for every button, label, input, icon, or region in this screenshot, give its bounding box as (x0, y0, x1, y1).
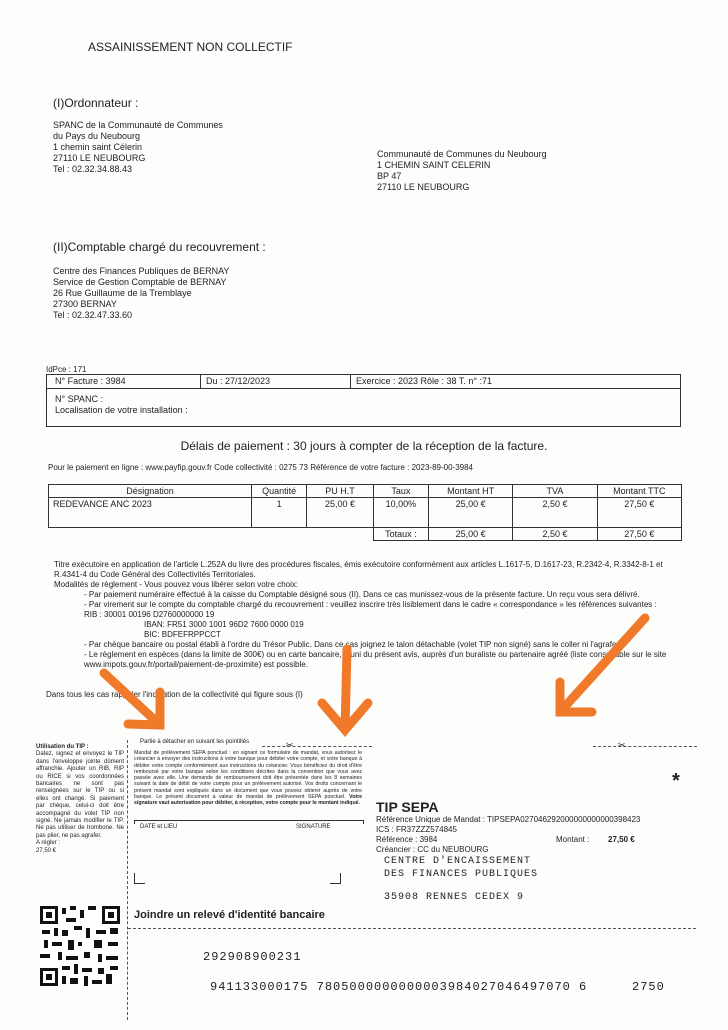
arrow-middle (322, 649, 368, 730)
comptable-heading: (II)Comptable chargé du recouvrement : (53, 240, 266, 254)
scissors-icon: ✂ (286, 740, 294, 750)
montant-value: 27,50 € (608, 835, 635, 844)
join-rib-instruction: Joindre un relevé d'identité bancaire (134, 909, 325, 921)
table-header-row: Désignation Quantité PU H.T Taux Montant HT TVA Montant TTC (49, 485, 682, 498)
arrow-right (560, 618, 645, 712)
arrow-left (104, 673, 160, 725)
tip-usage: Utilisation du TIP : Datez, signez et envoyez le TIP dans l'enveloppe jointe dûment affranchie. Ajouter un RIB, RIP ou RICE si vos coordonnées bancaires ne sont pas renseignées sur le TIP ou si elles ont changé. Si paiement par chèque, celui-ci doit être accompagné du volet TIP non signé. Ne jamais modifier le TIP. Ne pas utiliser de trombone. Ne pas plier, ne pas agrafer. A régler : 27,50 € (36, 744, 124, 854)
scissors-icon: ✂ (618, 740, 626, 750)
detach-line-top (262, 746, 372, 747)
payment-center-address: CENTRE D'ENCAISSEMENT DES FINANCES PUBLIQUES 35908 RENNES CEDEX 9 (384, 856, 539, 903)
codeline-amount: 2750 (632, 980, 665, 994)
detach-line-vertical (127, 740, 129, 1020)
tip-sepa-details: Référence Unique de Mandat : TIPSEPA027046292000000000000398423 ICS : FR37ZZZ574845 Référence : 3984 Créancier : CC du NEUBOURG (376, 815, 641, 854)
codeline-2: 941133000175 7805000000000003984027046497070 6 (210, 980, 588, 994)
comptable-address: Centre des Finances Publiques de BERNAY Service de Gestion Comptable de BERNAY 26 Rue Guillaume de la Tremblaye 27300 BERNAY Tel : 02.32.47.33.60 (53, 266, 230, 320)
legal-text: Titre exécutoire en application de l'article L.252A du livre des procédures fiscales, émis exécutoire conformément aux articles L.1617-5, D.1617-23, R.2342-4, R.3342-8-1 et R.4341-4 du Code Général des Collectivités Territoriales. Modalités de règlement - Vous pouvez vous libérer selon votre choix: - Par paiement numéraire effectué à la caisse du Comptable désigné sous (II). Dans ce cas munissez-vous de la présente facture. Un reçu vous sera délivré. - Par virement sur le compte du comptable chargé du recouvrement : veuillez inscrire très lisiblement dans le cadre « correspondance » les références suivantes : RIB : 30001 00196 D2760000000 19 IBAN: FR51 3000 1001 96D2 7600 0000 019 BIC: BDFEFRPPCCT - Par chèque bancaire ou postal établi à l'ordre du Trésor Public. Dans ce cas joignez le talon détachable (volet TIP non signé) sans le coller ni l'agrafer. - Le règlement en espèces (dans la limite de 300€) ou en carte bancaire, muni du présent avis, auprès d'un buraliste ou partenaire agréé (liste consultable sur le site www.impots.gouv.fr/portail/paiement-de-proximite) est possible. (54, 560, 667, 669)
montant-label: Montant : (556, 835, 590, 844)
tip-sepa-title: TIP SEPA (376, 799, 439, 815)
ordonnateur-address: SPANC de la Communauté de Communes du Pays du Neubourg 1 chemin saint Célerin 27110 LE NEUBOURG Tel : 02.32.34.88.43 (53, 120, 223, 174)
corner-mark (134, 873, 145, 884)
star-mark: * (672, 770, 680, 792)
document-title: ASSAINISSEMENT NON COLLECTIF (88, 40, 293, 54)
corner-mark (330, 873, 341, 884)
detach-line-bottom (128, 928, 696, 929)
invoice-number: N° Facture : 3984 (55, 376, 126, 386)
invoice-date: Du : 27/12/2023 (206, 376, 271, 386)
recipient-address: Communauté de Communes du Neubourg 1 CHEMIN SAINT CELERIN BP 47 27110 LE NEUBOURG (377, 149, 547, 192)
payment-delay: Délais de paiement : 30 jours à compter de la réception de la facture. (180, 439, 548, 453)
table-row: REDEVANCE ANC 2023 1 25,00 € 10,00% 25,00 € 2,50 € 27,50 € (49, 498, 682, 528)
detach-instruction: Partie à détacher en suivant les pointillés (140, 739, 250, 745)
qr-code (40, 906, 120, 986)
table-totals-row: Totaux : 25,00 € 2,50 € 27,50 € (49, 528, 682, 541)
detach-line-right (593, 746, 697, 747)
date-lieu-label: DATE et LIEU (140, 824, 178, 830)
signature-label: SIGNATURE (296, 824, 331, 830)
online-payment-info: Pour le paiement en ligne : www.payfip.gouv.fr Code collectivité : 0275 73 Référence de votre facture : 2023-89-00-3984 (48, 463, 473, 472)
installation-location: Localisation de votre installation : (55, 405, 188, 415)
sepa-mandate-text: Mandat de prélèvement SEPA ponctuel : en signant ce formulaire de mandat, vous autorisez le créancier à envoyer des instructions à votre banque pour débiter votre compte, et votre banque à débiter votre compte conformément aux instructions du créancier. Vous bénéficiez du droit d'être remboursé par votre banque selon les conditions décrites dans la convention que vous avez passée avec elle. Une demande de remboursement doit être présentée dans les 8 semaines suivant la date de débit de votre compte pour un prélèvement autorisé. Vos droits concernant le présent mandat sont expliqués dans un document que vous pouvez obtenir auprès de votre banque. Le présent document a valeur de mandat de prélèvement SEPA ponctuel. Votre signature vaut autorisation pour débiter, à réception, votre compte pour le montant indiqué. (134, 750, 362, 807)
ordonnateur-heading: (I)Ordonnateur : (53, 96, 139, 110)
spanc-number: N° SPANC : (55, 394, 103, 404)
legal-closing: Dans tous les cas rappeler l'indication de la collectivité qui figure sous (I) (46, 690, 303, 699)
invoice-exercice: Exercice : 2023 Rôle : 38 T. n° :71 (356, 376, 493, 386)
idpce: IdPce : 171 (46, 365, 87, 374)
codeline-1: 292908900231 (203, 950, 302, 964)
